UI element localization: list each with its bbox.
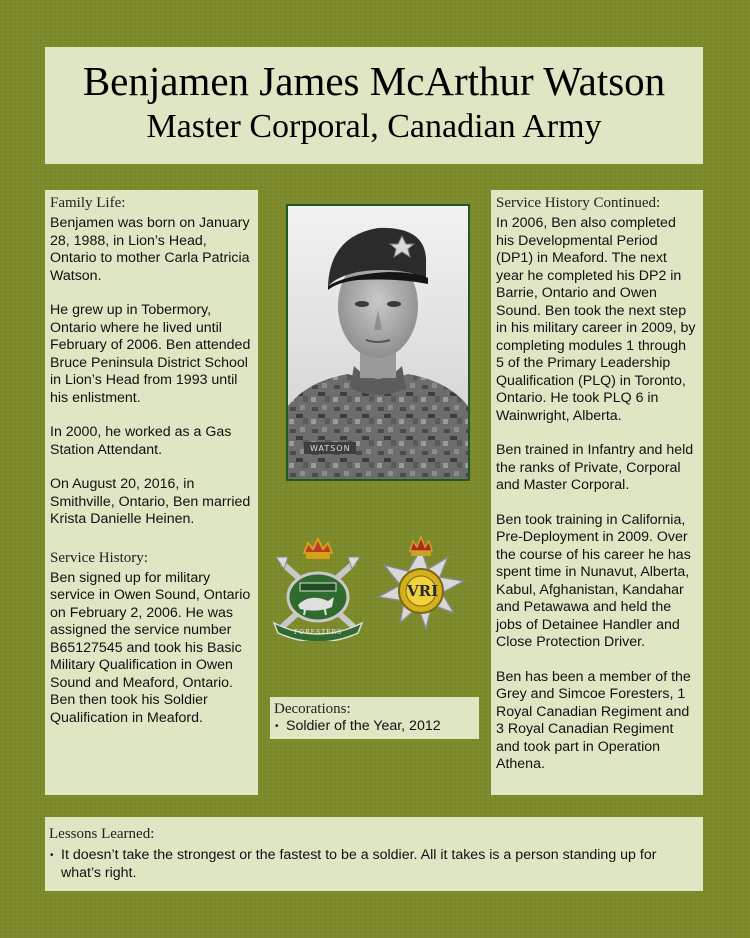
service-history-heading: Service History: (50, 549, 148, 566)
service-history-continued-paragraph: Ben took training in California, Pre-Deployment in 2009. Over the course of his career he has spent time in Nunavut, Alberta, Kabul, Afghanistan, Kandahar and Petawawa and held the jobs of Detainee Handler and Close Protection Driver. (496, 511, 691, 650)
service-history-continued-panel (491, 190, 703, 795)
lessons-learned-panel (45, 817, 703, 891)
lesson-item: • It doesn’t take the strongest or the fastest to be a soldier. All it takes is a person standing up for what’s right. (49, 847, 698, 882)
soldier-portrait-photo (286, 204, 470, 481)
service-history-paragraph: Ben signed up for military service in Owen Sound, Ontario on February 2, 2006. He was assigned the service number B65127545 and took his Basic Military Qualification in Owen Sound and Meaford, Ontario. Ben then took his Soldier Qualification in Meaford. (50, 569, 251, 726)
family-and-service-panel (45, 190, 258, 795)
family-life-paragraph: Benjamen was born on January 28, 1988, in Lion’s Head, Ontario to mother Carla Patricia Watson. (50, 215, 250, 284)
decorations-panel (270, 697, 479, 739)
service-history-continued-heading: Service History Continued: (496, 195, 661, 211)
family-life-paragraph: On August 20, 2016, in Smithville, Ontario, Ben married Krista Danielle Heinen. (50, 476, 251, 527)
service-history-continued-paragraph: Ben has been a member of the Grey and Simcoe Foresters, 1 Royal Canadian Regiment and 3 Royal Canadian Regiment and took part in Operation Athena. (496, 668, 691, 772)
grey-simcoe-foresters-badge (270, 535, 366, 641)
page-subtitle-rank: Master Corporal, Canadian Army (146, 108, 602, 145)
name-tape: WATSON (310, 444, 351, 453)
service-history-continued-paragraph: Ben trained in Infantry and held the ranks of Private, Corporal and Master Corporal. (496, 442, 694, 493)
family-life-paragraph: In 2000, he worked as a Gas Station Attendant. (50, 424, 232, 458)
family-life-heading: Family Life: (50, 195, 126, 211)
decoration-item: • Soldier of the Year, 2012 (274, 718, 475, 736)
lessons-learned-heading: Lessons Learned: (49, 826, 155, 842)
royal-canadian-regiment-badge (370, 535, 472, 635)
page-title: Benjamen James McArthur Watson (82, 58, 666, 104)
badge-scroll-text: FORESTERS (294, 629, 343, 636)
decorations-heading: Decorations: (274, 701, 351, 717)
family-life-paragraph: He grew up in Tobermory, Ontario where he lived until February of 2006. Ben attended Bruce Peninsula District School in Lion’s Head from 1993 until his enlistment. (50, 302, 251, 406)
badge-vri-text: VRI (407, 582, 439, 600)
title-panel (45, 47, 703, 164)
service-history-continued-paragraph: In 2006, Ben also completed his Developmental Period (DP1) in Meaford. The next year he completed his DP2 in Barrie, Ontario and Owen Sound. Ben took the next step in his military career in 2009, by completing modules 1 through 5 of the Primary Leadership Qualification (PLQ) in Toronto, Ontario. He took PLQ 6 in Wainwright, Alberta. (496, 215, 696, 424)
